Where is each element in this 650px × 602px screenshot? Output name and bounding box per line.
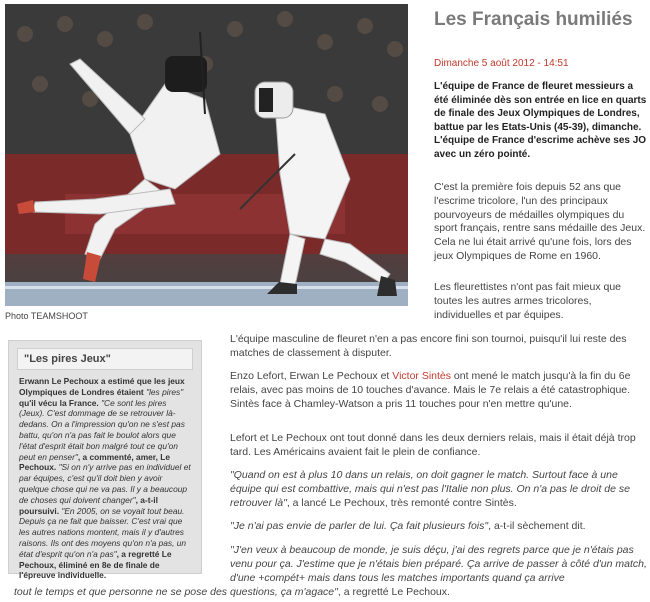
article-date: Dimanche 5 août 2012 - 14:51: [434, 58, 569, 69]
paragraph-1: C'est la première fois depuis 52 ans que l'escrime tricolore, l'un des principaux pourvoyeurs de médailles olympiques du sport français, rentre sans médaille des Jeux. Cela ne lui était arrivé qu'une fois, lors des jeux Olympiques de Rome en 1960.: [434, 181, 646, 262]
paragraph-8-end: [14, 586, 646, 600]
paragraph-8-b: , a regretté Le Pechoux.: [337, 586, 450, 598]
article-photo: [5, 4, 408, 306]
sidebar-text-4: , a regretté Le Pechoux, éliminé en 8e de finale de l'épreuve individuelle.: [19, 548, 172, 581]
victor-sintes-link[interactable]: Victor Sintès: [392, 370, 452, 382]
paragraph-7: [230, 520, 648, 534]
article-title: Les Français humiliés: [434, 9, 633, 30]
sidebar-quote-4: "En 2005, on se voyait tout beau. Depuis ça ne fait que baisser. C'est vrai que les autres nations montent, mais il y d'autres raisons. Ils ont des moyens qu'on n'a pas, un état d'esprit qu'on n'a pas": [19, 505, 187, 559]
paragraph-4: [230, 370, 648, 411]
photo-credit: Photo TEAMSHOOT: [5, 311, 88, 321]
paragraph-7-b: , a-t-il sèchement dit.: [488, 520, 586, 532]
paragraph-8: [230, 544, 648, 585]
paragraph-5: Lefort et Le Pechoux ont tout donné dans les deux derniers relais, mais il était déjà trop tard. Les Américains avaient fait le plein de confiance.: [230, 432, 636, 458]
sidebar-text-1: Erwann Le Pechoux a estimé que les jeux Olympiques de Londres étaient: [19, 376, 185, 397]
paragraph-4-a: Enzo Lefort, Erwan Le Pechoux et: [230, 370, 393, 382]
paragraph-2: Les fleurettistes n'ont pas fait mieux que toutes les autres armes tricolores, individuelles et par équipes.: [434, 281, 622, 321]
quote-6: "Quand on est à plus 10 dans un relais, on doit gagner le match. Surtout face à une équipe qui est combattive, mais qui n'est pas l'Italie non plus. On n'a pas le droit de se retrouver là": [230, 469, 630, 509]
quote-8-b: tout le temps et que personne ne se pose des questions, ça m'agace": [14, 586, 338, 598]
sidebar-text-3: , a-t-il poursuivi.: [19, 494, 158, 516]
sidebar-quote-3: "Si on n'y arrive pas en individuel et par équipes, c'est qu'il doit bien y avoir quelque chose qui ne va pas. Il y a beaucoup de choses qui doivent changer": [19, 462, 191, 505]
sidebar-quote-1: "les pires": [146, 386, 184, 397]
article-lead: L'équipe de France de fleuret messieurs a été éliminée dès son entrée en lice en quarts de finale des Jeux Olympiques de Londres, battue par les Etats-Unis (45-39), dimanche. L'équipe de France d'escrime achève ses JO avec un zéro pointé.: [434, 81, 647, 160]
paragraph-3: L'équipe masculine de fleuret n'en a pas encore fini son tournoi, puisqu'il lui reste des matches de classement à disputer.: [230, 333, 627, 359]
quote-7: "Je n'ai pas envie de parler de lui. Ça fait plusieurs fois": [230, 520, 489, 532]
sidebar-quote-2: "Ce sont les pires (Jeux). C'est dommage de se retrouver là-dedans. On a l'impression qu'on ne s'est pas battu, qu'on n'a pas fait le boulot alors que l'état d'esprit était bon malgré tout ce qu'on peut en penser": [19, 397, 185, 462]
paragraph-6: [230, 469, 648, 510]
quote-8-a: "J'en veux à beaucoup de monde, je suis déçu, j'ai des regrets parce que je n'étais pas venu pour ça. J'estime que je n'étais bien préparé. Ça arrive de passer à côté d'un match, d'une +compét+ mais dans tous les matches importants quand ça arrive: [230, 544, 647, 584]
fencing-photo-illustration: [5, 4, 408, 306]
sidebar-title: "Les pires Jeux": [17, 348, 193, 370]
sidebar-text-1b: qu'il vécu la France.: [19, 397, 102, 408]
sidebar-text: [19, 376, 193, 581]
sidebar-text-2: , a commenté, amer, Le Pechoux.: [19, 451, 171, 473]
paragraph-4-b: ont mené le match jusqu'à la fin du 6e relais, avec pas moins de 10 touches d'avance. Mais le 7e relais a été catastrophique. Sintès face à Chamley-Watson a pris 11 touches pour n'en mettre qu'une.: [230, 370, 631, 410]
sidebar-box: [8, 340, 202, 581]
paragraph-6-b: , a lancé Le Pechoux, très remonté contre Sintès.: [286, 496, 517, 509]
